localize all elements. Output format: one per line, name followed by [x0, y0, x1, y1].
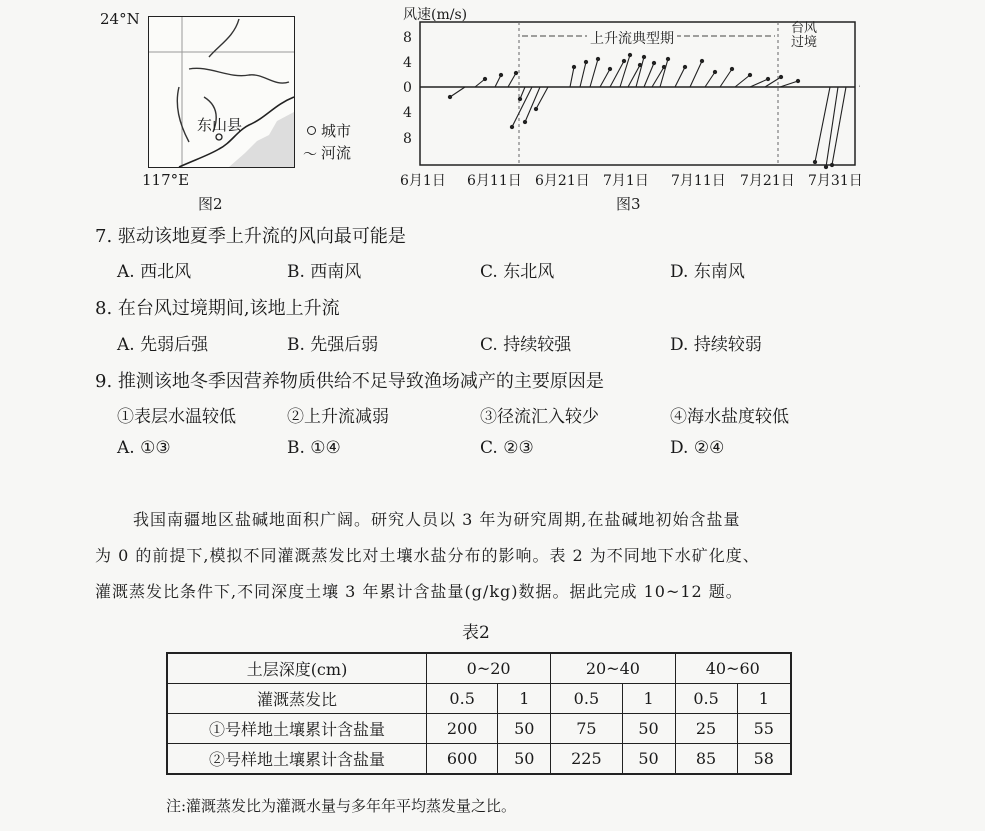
- row-label: ①号样地土壤累计含盐量: [167, 714, 427, 744]
- x-tick-6: 7月21日: [740, 173, 795, 189]
- question-8: 8. 在台风过境期间,该地上升流: [95, 298, 340, 319]
- wind-vector: [580, 62, 586, 87]
- wind-vector: [675, 67, 685, 87]
- wind-vector-head: [608, 67, 611, 70]
- wind-vector-head: [642, 55, 645, 58]
- passage: [95, 502, 875, 610]
- wind-vector: [525, 87, 540, 122]
- map-drawing: [149, 17, 294, 167]
- q7-option-d[interactable]: D. 东南风: [670, 262, 745, 282]
- wind-vector: [735, 75, 750, 87]
- map-figure: [148, 16, 295, 168]
- x-tick-2: 6月11日: [467, 173, 522, 189]
- wind-vector-head: [713, 70, 716, 73]
- y-tick-5: 8: [403, 131, 412, 147]
- q9-option-b[interactable]: B. ①④: [287, 438, 341, 458]
- question-7: 7. 驱动该地夏季上升流的风向最可能是: [95, 226, 406, 247]
- wind-vector: [450, 87, 465, 97]
- x-tick-3: 6月21日: [535, 173, 590, 189]
- wind-vector: [750, 79, 768, 87]
- wind-vector-head: [796, 79, 799, 82]
- ratio-header: 灌溉蒸发比: [167, 684, 427, 714]
- row-label: ②号样地土壤累计含盐量: [167, 744, 427, 775]
- q7-option-b[interactable]: B. 西南风: [287, 262, 362, 282]
- wind-vector: [815, 87, 830, 162]
- table-cell: 25: [675, 714, 737, 744]
- wind-vector-head: [534, 107, 537, 110]
- wind-vector: [690, 61, 702, 87]
- wind-vector: [652, 67, 664, 87]
- wind-vector: [536, 87, 548, 109]
- x-tick-5: 7月11日: [671, 173, 726, 189]
- x-tick-7: 7月31日: [808, 173, 863, 189]
- q8-option-d[interactable]: D. 持续较弱: [670, 335, 762, 355]
- city-symbol-icon: [307, 126, 316, 135]
- table-cell: 0.5: [551, 684, 622, 714]
- q8-option-c[interactable]: C. 持续较强: [480, 335, 572, 355]
- wind-vector-head: [584, 60, 587, 63]
- wind-vector: [610, 61, 624, 87]
- wind-vector-head: [518, 97, 521, 100]
- table-cell: 0.5: [427, 684, 498, 714]
- table-cell: 1: [622, 684, 675, 714]
- wind-vector-head: [766, 77, 769, 80]
- passage-line-3: 灌溉蒸发比条件下,不同深度土壤 3 年累计含盐量(g/kg)数据。据此完成 10~12 题。: [95, 582, 743, 601]
- wind-vector-head: [830, 163, 833, 166]
- y-tick-1: 8: [403, 30, 412, 46]
- typhoon-label: 台风过境: [790, 21, 817, 50]
- q9-statement-2: ②上升流减弱: [287, 407, 389, 427]
- wind-vector: [705, 72, 715, 87]
- wind-vector-head: [514, 71, 517, 74]
- table-cell: 1: [498, 684, 551, 714]
- wind-vector-head: [730, 67, 733, 70]
- period-label: 上升流典型期: [587, 28, 677, 48]
- river-symbol-icon: 〜: [303, 147, 317, 163]
- lon-label: 117°E: [142, 171, 190, 189]
- table-cell: 75: [551, 714, 622, 744]
- depth-header: 土层深度(cm): [167, 653, 427, 684]
- table-cell: 85: [675, 744, 737, 775]
- depth-40-60: 40~60: [675, 653, 791, 684]
- lat-label: 24°N: [100, 10, 140, 28]
- table-cell: 200: [427, 714, 498, 744]
- wind-vector-head: [700, 59, 703, 62]
- table-cell: 55: [737, 714, 791, 744]
- table-cell: 1: [737, 684, 791, 714]
- wind-vector-head: [510, 125, 513, 128]
- wind-vector-head: [572, 65, 575, 68]
- wind-vector-head: [628, 53, 631, 56]
- table-title: 表2: [462, 623, 490, 643]
- y-tick-2: 4: [403, 55, 412, 71]
- figure3-caption: 图3: [616, 195, 641, 213]
- q9-statement-4: ④海水盐度较低: [670, 407, 789, 427]
- depth-20-40: 20~40: [551, 653, 675, 684]
- wind-vector-head: [483, 77, 486, 80]
- passage-line-1: 我国南疆地区盐碱地面积广阔。研究人员以 3 年为研究周期,在盐碱地初始含盐量: [133, 510, 741, 529]
- wind-vector: [660, 59, 668, 87]
- wind-vector: [780, 81, 798, 87]
- depth-0-20: 0~20: [427, 653, 551, 684]
- q9-option-d[interactable]: D. ②④: [670, 438, 725, 458]
- wind-vector-head: [813, 160, 816, 163]
- wind-vector-head: [596, 57, 599, 60]
- legend-city: 城市: [321, 122, 352, 140]
- table-cell: 225: [551, 744, 622, 775]
- wind-vector: [720, 69, 732, 87]
- wind-ylabel: 风速(m/s): [403, 7, 468, 23]
- figure2-caption: 图2: [198, 195, 223, 213]
- table-cell: 600: [427, 744, 498, 775]
- q9-option-a[interactable]: A. ①③: [117, 438, 171, 458]
- x-tick-1: 6月1日: [400, 173, 446, 189]
- table-note: 注:灌溉蒸发比为灌溉水量与多年年平均蒸发量之比。: [166, 797, 517, 815]
- question-9: 9. 推测该地冬季因营养物质供给不足导致渔场减产的主要原因是: [95, 371, 604, 392]
- table-cell: 50: [498, 714, 551, 744]
- table-cell: 0.5: [675, 684, 737, 714]
- legend-river: 河流: [321, 144, 352, 162]
- wind-vector: [508, 73, 516, 87]
- table-cell: 50: [498, 744, 551, 775]
- q9-option-c[interactable]: C. ②③: [480, 438, 534, 458]
- table-header-row: [167, 653, 791, 684]
- wind-vector-head: [622, 59, 625, 62]
- table-cell: 50: [622, 714, 675, 744]
- q8-option-b[interactable]: B. 先强后弱: [287, 335, 379, 355]
- table-row: [167, 744, 791, 775]
- q9-statement-3: ③径流汇入较少: [480, 407, 599, 427]
- wind-vector-head: [666, 57, 669, 60]
- y-tick-4: 4: [403, 105, 412, 121]
- q8-option-a[interactable]: A. 先弱后强: [117, 335, 209, 355]
- q7-option-c[interactable]: C. 东北风: [480, 262, 555, 282]
- table-ratio-row: [167, 684, 791, 714]
- x-tick-4: 7月1日: [603, 173, 649, 189]
- table-cell: 50: [622, 744, 675, 775]
- y-tick-3: 0: [403, 80, 412, 96]
- wind-vector-head: [523, 120, 526, 123]
- county-label: 东山县: [197, 116, 243, 134]
- q9-statement-1: ①表层水温较低: [117, 407, 236, 427]
- table-cell: 58: [737, 744, 791, 775]
- wind-vector-head: [499, 73, 502, 76]
- data-table: [166, 652, 792, 775]
- wind-vector-head: [824, 165, 827, 168]
- wind-vector-head: [779, 75, 782, 78]
- q7-option-a[interactable]: A. 西北风: [117, 262, 192, 282]
- wind-vector: [600, 69, 610, 87]
- wind-vector: [590, 59, 598, 87]
- wind-vector-head: [652, 61, 655, 64]
- wind-vector: [644, 63, 654, 87]
- passage-line-2: 为 0 的前提下,模拟不同灌溉蒸发比对土壤水盐分布的影响。表 2 为不同地下水矿化度、: [95, 546, 760, 565]
- wind-vector-head: [683, 65, 686, 68]
- table-row: [167, 714, 791, 744]
- wind-vector: [628, 65, 640, 87]
- wind-vector: [570, 67, 574, 87]
- wind-vector-head: [448, 95, 451, 98]
- wind-vector-head: [748, 73, 751, 76]
- wind-vector: [636, 57, 644, 87]
- wind-vector: [832, 87, 846, 165]
